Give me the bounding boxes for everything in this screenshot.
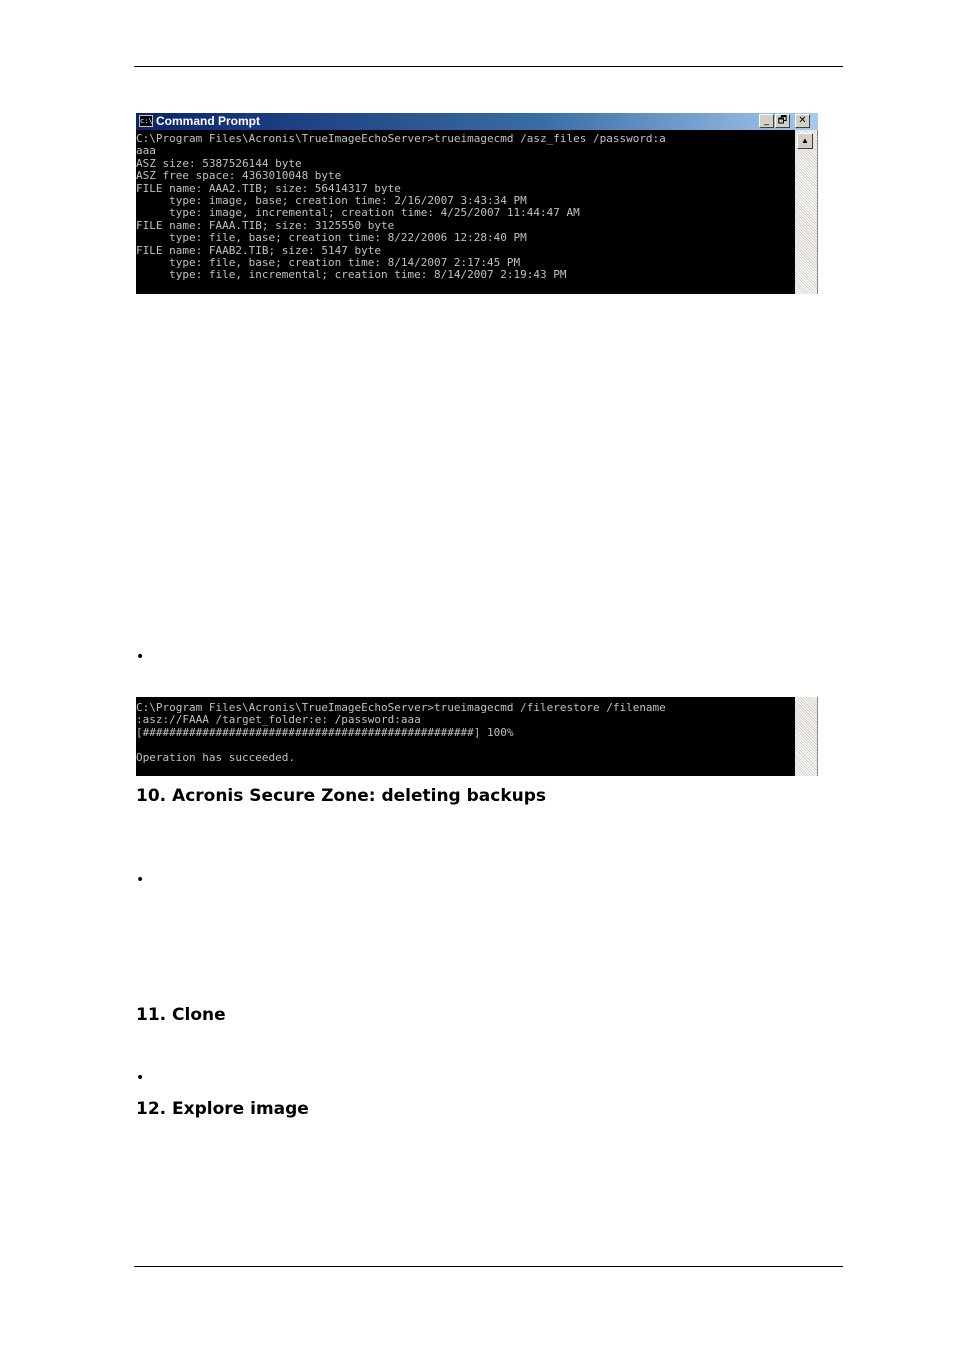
console-line: FILE name: AAA2.TIB; size: 56414317 byte	[136, 181, 401, 195]
section-heading-12: 12. Explore image	[136, 1099, 309, 1119]
command-prompt-window	[136, 113, 818, 294]
console-line: FILE name: FAAA.TIB; size: 3125550 byte	[136, 218, 395, 232]
console-line: type: file, base; creation time: 8/14/2007 2:17:45 PM	[136, 255, 521, 269]
window-titlebar[interactable]	[136, 113, 818, 130]
vertical-scrollbar[interactable]	[795, 130, 817, 294]
console-line: type: image, base; creation time: 2/16/2007 3:43:34 PM	[136, 193, 527, 207]
command-output-window	[136, 697, 818, 776]
console-line: FILE name: FAAB2.TIB; size: 5147 byte	[136, 243, 382, 257]
minimize-button[interactable]: _	[759, 114, 774, 128]
console-line: :asz://FAAA /target_folder:e: /password:aaa	[136, 713, 421, 727]
console-line: ASZ free space: 4363010048 byte	[136, 169, 342, 183]
bullet-point: •	[136, 872, 145, 888]
section-heading-10: 10. Acronis Secure Zone: deleting backups	[136, 786, 547, 806]
footer-rule	[134, 1266, 843, 1267]
console-line: ASZ size: 5387526144 byte	[136, 156, 302, 170]
console-icon: c:\	[140, 117, 153, 125]
console-line	[136, 739, 796, 751]
console-line: Operation has succeeded.	[136, 750, 295, 764]
console-output	[136, 133, 796, 294]
scroll-up-arrow-icon[interactable]: ▲	[797, 133, 813, 149]
console-line: type: file, incremental; creation time: 8/14/2007 2:19:43 PM	[136, 268, 567, 282]
bullet-point: •	[136, 1070, 145, 1086]
window-title: Command Prompt	[156, 114, 261, 128]
maximize-button[interactable]: 🗗	[775, 114, 790, 128]
close-button[interactable]: ✕	[795, 114, 810, 128]
console-output	[136, 702, 796, 776]
bullet-point: •	[136, 649, 145, 665]
console-line: [##################################################] 100%	[136, 725, 514, 739]
console-line: type: image, incremental; creation time: 4/25/2007 11:44:47 AM	[136, 206, 580, 220]
console-line: C:\Program Files\Acronis\TrueImageEchoServer>trueimagecmd /filerestore /filename	[136, 702, 666, 714]
vertical-scrollbar[interactable]	[795, 697, 817, 776]
section-heading-11: 11. Clone	[136, 1005, 226, 1025]
header-rule	[134, 66, 843, 67]
console-line: type: file, base; creation time: 8/22/2006 12:28:40 PM	[136, 231, 527, 245]
console-line: aaa	[136, 144, 156, 158]
console-line: C:\Program Files\Acronis\TrueImageEchoServer>trueimagecmd /asz_files /password:a	[136, 133, 666, 145]
